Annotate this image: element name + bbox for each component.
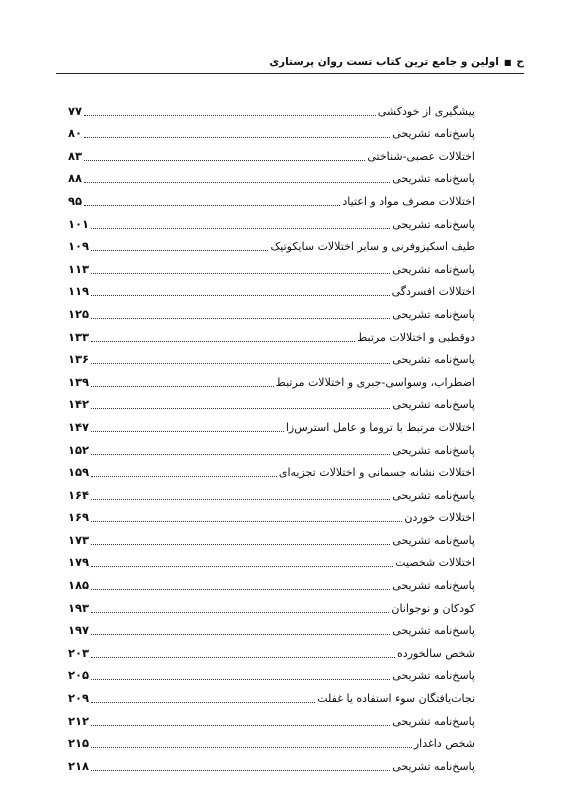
toc-entry-title: پاسخ‌نامه تشریحی: [392, 398, 475, 412]
dot-leader: [91, 702, 315, 703]
table-of-contents: [68, 95, 475, 773]
dot-leader: [84, 115, 376, 116]
toc-entry[interactable]: [68, 208, 475, 231]
toc-entry-title: اختلالات عصبی-شناختی: [367, 149, 475, 163]
toc-entry[interactable]: [68, 163, 475, 186]
toc-entry-page-number: ۷۷: [68, 103, 83, 118]
toc-entry-title: پاسخ‌نامه تشریحی: [392, 624, 475, 638]
toc-entry[interactable]: [68, 95, 475, 118]
toc-entry[interactable]: [68, 569, 475, 592]
dot-leader: [84, 205, 340, 206]
toc-entry[interactable]: [68, 253, 475, 276]
toc-entry-page-number: ۸۳: [68, 148, 83, 163]
toc-entry-page-number: ۸۸: [68, 171, 83, 186]
toc-entry-page-number: ۱۵۹: [68, 465, 90, 480]
toc-entry-page-number: ۱۲۵: [68, 306, 90, 321]
toc-entry-title: پاسخ‌نامه تشریحی: [392, 353, 475, 367]
toc-entry-page-number: ۱۳۹: [68, 374, 90, 389]
dot-leader: [91, 679, 390, 680]
toc-entry-page-number: ۱۱۳: [68, 261, 90, 276]
toc-entry[interactable]: [68, 479, 475, 502]
dot-leader: [91, 228, 390, 229]
toc-entry-page-number: ۹۵: [68, 193, 83, 208]
toc-entry[interactable]: [68, 298, 475, 321]
dot-leader: [91, 431, 284, 432]
dot-leader: [91, 725, 390, 726]
toc-entry[interactable]: [68, 276, 475, 299]
toc-entry-page-number: ۲۱۵: [68, 736, 90, 751]
toc-entry-title: طیف اسکیزوفرنی و سایر اختلالات سایکوتیک: [270, 240, 475, 254]
dot-leader: [91, 657, 395, 658]
page-letter: ح: [516, 56, 524, 68]
toc-entry[interactable]: [68, 524, 475, 547]
dot-leader: [91, 273, 390, 274]
dot-leader: [91, 589, 390, 590]
toc-entry[interactable]: [68, 185, 475, 208]
dot-leader: [84, 182, 390, 183]
dot-leader: [91, 521, 402, 522]
toc-entry[interactable]: [68, 637, 475, 660]
toc-entry-title: اختلالات مصرف مواد و اعتیاد: [342, 194, 475, 208]
dot-leader: [84, 160, 365, 161]
toc-entry-page-number: ۲۰۹: [68, 691, 90, 706]
toc-entry-page-number: ۲۱۲: [68, 713, 90, 728]
toc-entry[interactable]: [68, 502, 475, 525]
toc-entry-title: پاسخ‌نامه تشریحی: [392, 127, 475, 141]
toc-entry-title: شخص داغدار: [413, 737, 475, 751]
dot-leader: [91, 747, 412, 748]
dot-leader: [91, 612, 389, 613]
toc-entry-page-number: ۱۵۲: [68, 442, 90, 457]
dot-leader: [91, 499, 390, 500]
dot-leader: [91, 634, 390, 635]
toc-entry-title: اضطراب، وسواسی-جبری و اختلالات مرتبط: [275, 375, 475, 389]
toc-entry-page-number: ۱۳۳: [68, 329, 90, 344]
toc-entry[interactable]: [68, 728, 475, 751]
dot-leader: [91, 770, 390, 771]
toc-entry-page-number: ۱۰۹: [68, 239, 90, 254]
toc-entry-title: نجات‌یافتگان سوء استفاده یا غفلت: [317, 692, 475, 706]
page-header: [56, 51, 524, 74]
toc-entry-page-number: ۱۹۳: [68, 600, 90, 615]
toc-entry-title: پاسخ‌نامه تشریحی: [392, 262, 475, 276]
toc-entry-page-number: ۱۶۴: [68, 487, 90, 502]
toc-entry-title: اختلالات خوردن: [404, 511, 475, 525]
toc-entry-page-number: ۱۴۷: [68, 419, 90, 434]
toc-entry-title: اختلالات مرتبط با تروما و عامل استرس‌زا: [285, 420, 475, 434]
toc-entry-title: پاسخ‌نامه تشریحی: [392, 714, 475, 728]
toc-entry-page-number: ۲۰۵: [68, 668, 90, 683]
toc-entry[interactable]: [68, 457, 475, 480]
toc-entry[interactable]: [68, 434, 475, 457]
toc-entry-page-number: ۱۴۲: [68, 397, 90, 412]
toc-entry-page-number: ۱۹۷: [68, 623, 90, 638]
toc-entry-title: پاسخ‌نامه تشریحی: [392, 172, 475, 186]
dot-leader: [84, 137, 390, 138]
dot-leader: [91, 318, 390, 319]
toc-entry[interactable]: [68, 750, 475, 773]
toc-entry-title: پاسخ‌نامه تشریحی: [392, 669, 475, 683]
toc-entry-title: شخص سالخورده: [397, 646, 475, 660]
toc-entry[interactable]: [68, 682, 475, 705]
toc-entry-title: دوقطبی و اختلالات مرتبط: [357, 330, 475, 344]
toc-entry-page-number: ۲۱۸: [68, 758, 90, 773]
toc-entry-page-number: ۱۳۶: [68, 352, 90, 367]
toc-entry[interactable]: [68, 660, 475, 683]
toc-entry-title: پاسخ‌نامه تشریحی: [392, 759, 475, 773]
toc-entry-title: اختلالات شخصیت: [395, 556, 475, 570]
toc-entry-page-number: ۱۰۱: [68, 216, 90, 231]
toc-entry-page-number: ۲۰۳: [68, 645, 90, 660]
dot-leader: [91, 363, 390, 364]
toc-entry[interactable]: [68, 118, 475, 141]
toc-entry-title: پاسخ‌نامه تشریحی: [392, 579, 475, 593]
toc-entry-page-number: ۱۸۵: [68, 578, 90, 593]
toc-entry-title: پاسخ‌نامه تشریحی: [392, 307, 475, 321]
toc-entry-title: پاسخ‌نامه تشریحی: [392, 217, 475, 231]
toc-entry[interactable]: [68, 592, 475, 615]
toc-entry-page-number: ۱۱۹: [68, 284, 90, 299]
toc-entry[interactable]: [68, 411, 475, 434]
toc-entry-title: اختلالات نشانه جسمانی و اختلالات تجزیه‌ای: [278, 466, 475, 480]
toc-entry[interactable]: [68, 615, 475, 638]
toc-entry-title: اختلالات افسردگی: [391, 285, 475, 299]
dot-leader: [91, 566, 393, 567]
toc-entry[interactable]: [68, 389, 475, 412]
square-bullet-icon: ■: [503, 57, 512, 67]
dot-leader: [91, 454, 390, 455]
book-title: اولین و جامع ترین کتاب تست روان پرستاری: [269, 56, 499, 68]
dot-leader: [91, 341, 355, 342]
toc-entry-title: پیشگیری از خودکشی: [377, 104, 475, 118]
dot-leader: [91, 408, 390, 409]
toc-entry[interactable]: [68, 321, 475, 344]
toc-entry[interactable]: [68, 366, 475, 389]
toc-entry-title: پاسخ‌نامه تشریحی: [392, 488, 475, 502]
toc-entry-page-number: ۸۰: [68, 126, 83, 141]
toc-entry-title: پاسخ‌نامه تشریحی: [392, 533, 475, 547]
toc-entry[interactable]: [68, 705, 475, 728]
toc-entry[interactable]: [68, 344, 475, 367]
dot-leader: [91, 295, 390, 296]
toc-entry-page-number: ۱۷۹: [68, 555, 90, 570]
toc-entry-title: کودکان و نوجوانان: [391, 601, 475, 615]
toc-entry-title: پاسخ‌نامه تشریحی: [392, 443, 475, 457]
dot-leader: [91, 386, 274, 387]
toc-entry-page-number: ۱۶۹: [68, 510, 90, 525]
toc-entry[interactable]: [68, 547, 475, 570]
dot-leader: [91, 476, 277, 477]
dot-leader: [91, 544, 390, 545]
dot-leader: [91, 250, 268, 251]
toc-entry[interactable]: [68, 140, 475, 163]
toc-entry[interactable]: [68, 231, 475, 254]
toc-entry-page-number: ۱۷۳: [68, 532, 90, 547]
